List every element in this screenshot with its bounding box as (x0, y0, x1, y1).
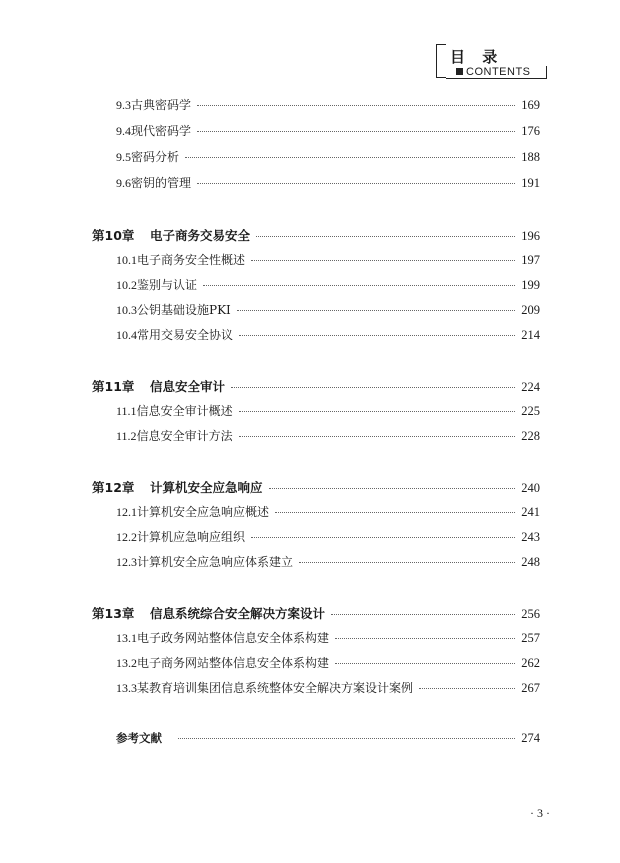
section-number: 10.2 (116, 278, 137, 292)
leader-dots (197, 130, 515, 132)
toc-references[interactable] (116, 730, 540, 746)
chapter-label: 第13章 (92, 606, 135, 621)
toc-entry-12-3[interactable] (116, 553, 540, 570)
section-number: 13.3 (116, 681, 137, 695)
page-number: 241 (521, 505, 540, 519)
section-title: 电子政务网站整体信息安全体系构建 (137, 631, 330, 645)
section-title: 现代密码学 (131, 124, 192, 138)
page-number: 267 (521, 681, 540, 695)
page-number: 225 (521, 404, 540, 418)
leader-dots (239, 334, 515, 336)
footer-page-number: · 3 · (530, 806, 550, 820)
chapter-title: 信息系统综合安全解决方案设计 (150, 606, 326, 621)
leader-dots (256, 235, 515, 237)
leader-dots (251, 259, 515, 261)
header-rule-tick (546, 66, 547, 79)
page-number: 197 (521, 253, 540, 267)
toc-entry-10-2[interactable] (116, 276, 540, 293)
section-number: 12.3 (116, 555, 137, 569)
header-rule (446, 78, 547, 79)
leader-dots (239, 435, 516, 437)
section-title: 密钥的管理 (131, 176, 192, 190)
toc-entry-13-2[interactable] (116, 654, 540, 671)
section-title: 鉴别与认证 (137, 278, 198, 292)
leader-dots (299, 561, 515, 563)
leader-dots (237, 309, 515, 311)
section-number: 10.4 (116, 328, 137, 342)
section-title: 计算机安全应急响应体系建立 (137, 555, 294, 569)
leader-dots (197, 104, 515, 106)
toc-entry-13-3[interactable] (116, 679, 540, 696)
leader-dots (335, 662, 515, 664)
section-title: 电子商务网站整体信息安全体系构建 (137, 656, 330, 670)
section-number: 12.1 (116, 505, 137, 519)
page-number: 248 (521, 555, 540, 569)
page-number: 188 (521, 150, 540, 164)
chapter-label: 第12章 (92, 480, 135, 495)
leader-dots (269, 487, 516, 489)
page-number: 228 (521, 429, 540, 443)
section-title: 信息安全审计概述 (136, 404, 233, 418)
toc-entry-9-3[interactable] (116, 96, 540, 113)
page-number: 243 (521, 530, 540, 544)
chapter-title: 信息安全审计 (150, 379, 226, 394)
section-title: 计算机安全应急响应概述 (137, 505, 270, 519)
page-number: 209 (521, 303, 540, 317)
section-title: 密码分析 (131, 150, 180, 164)
section-title: 常用交易安全协议 (137, 328, 234, 342)
leader-dots (197, 182, 515, 184)
section-number: 9.6 (116, 176, 131, 190)
section-title: 信息安全审计方法 (136, 429, 233, 443)
toc-entry-10-3[interactable] (116, 301, 540, 318)
toc-entry-11-1[interactable] (116, 402, 540, 419)
page-number: 224 (521, 380, 540, 394)
leader-dots (251, 536, 515, 538)
chapter-label: 第11章 (92, 379, 135, 394)
leader-dots (335, 637, 515, 639)
toc-header (436, 44, 548, 82)
section-title: 计算机应急响应组织 (137, 530, 246, 544)
section-number: 12.2 (116, 530, 137, 544)
page-number: 169 (521, 98, 540, 112)
section-number: 9.5 (116, 150, 131, 164)
leader-dots (231, 386, 515, 388)
references-title: 参考文献 (116, 731, 162, 745)
section-title: 电子商务安全性概述 (137, 253, 246, 267)
toc-subtitle-row (456, 66, 531, 78)
section-number: 9.4 (116, 124, 131, 138)
toc-entry-9-5[interactable] (116, 148, 540, 165)
section-number: 11.2 (116, 429, 137, 443)
page-number: 199 (521, 278, 540, 292)
leader-dots (419, 687, 515, 689)
section-number: 11.1 (116, 404, 137, 418)
section-number: 10.3 (116, 303, 137, 317)
header-bracket (436, 44, 446, 78)
page-number: 256 (521, 607, 540, 621)
leader-dots (239, 410, 516, 412)
page-number: 257 (521, 631, 540, 645)
section-title: 公钥基础设施PKI (137, 303, 231, 317)
chapter-title: 计算机安全应急响应 (150, 480, 263, 495)
section-title: 某教育培训集团信息系统整体安全解决方案设计案例 (137, 681, 414, 695)
toc-entry-9-6[interactable] (116, 174, 540, 191)
section-number: 13.2 (116, 656, 137, 670)
toc-entry-13-1[interactable] (116, 629, 540, 646)
leader-dots (331, 613, 515, 615)
page-number: 214 (521, 328, 540, 342)
toc-chapter-13[interactable] (92, 604, 540, 622)
toc-entry-11-2[interactable] (116, 427, 540, 444)
toc-entry-12-2[interactable] (116, 528, 540, 545)
toc-entry-12-1[interactable] (116, 503, 540, 520)
leader-dots (203, 284, 515, 286)
toc-subtitle: CONTENTS (466, 66, 531, 78)
section-number: 13.1 (116, 631, 137, 645)
square-icon (456, 68, 463, 75)
toc-entry-10-4[interactable] (116, 326, 540, 343)
toc-entry-9-4[interactable] (116, 122, 540, 139)
page-number: 191 (521, 176, 540, 190)
toc-chapter-10[interactable] (92, 226, 540, 244)
leader-dots (178, 737, 515, 739)
section-title: 古典密码学 (131, 98, 192, 112)
page-number: 274 (521, 731, 540, 745)
toc-entry-10-1[interactable] (116, 251, 540, 268)
chapter-title: 电子商务交易安全 (150, 228, 251, 243)
leader-dots (185, 156, 515, 158)
page-number: 240 (521, 481, 540, 495)
page-number: 176 (521, 124, 540, 138)
page-number: 196 (521, 229, 540, 243)
toc-chapter-12[interactable] (92, 478, 540, 496)
leader-dots (275, 511, 515, 513)
section-number: 9.3 (116, 98, 131, 112)
toc-chapter-11[interactable] (92, 377, 540, 395)
chapter-label: 第10章 (92, 228, 135, 243)
section-number: 10.1 (116, 253, 137, 267)
page-number: 262 (521, 656, 540, 670)
toc-title: 目 录 (450, 48, 504, 66)
